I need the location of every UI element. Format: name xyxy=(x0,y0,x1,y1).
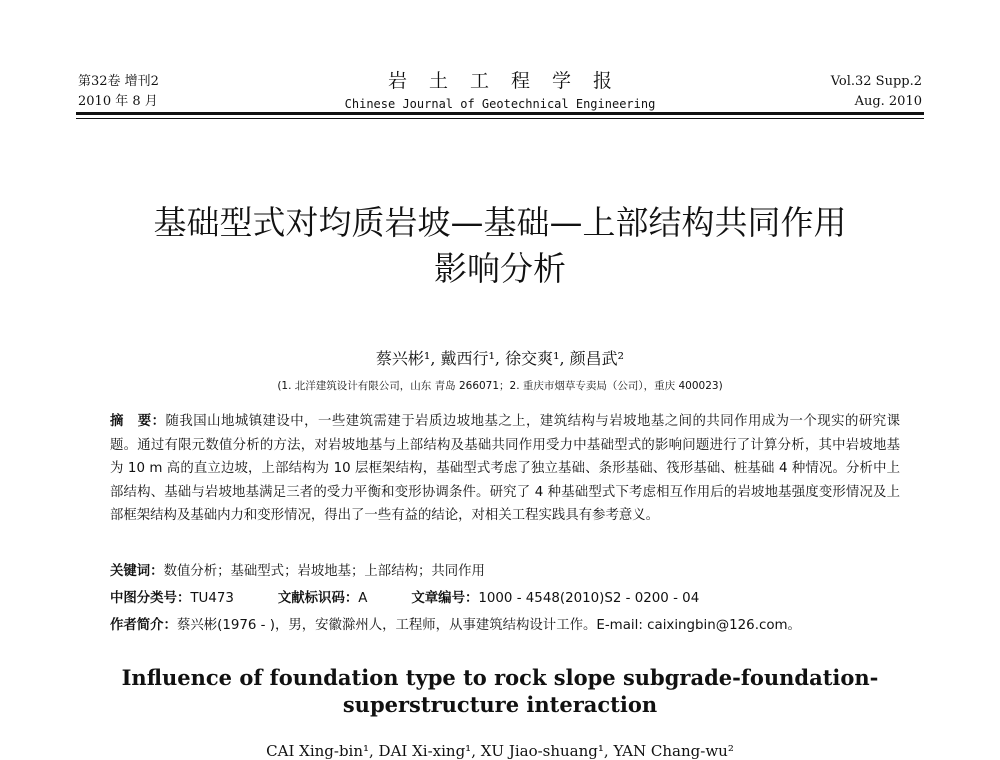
date-en: Aug. 2010 xyxy=(854,94,922,109)
paper-title-cn xyxy=(80,200,920,292)
abstract-text: 随我国山地城镇建设中，一些建筑需建于岩质边坡地基之上，建筑结构与岩坡地基之间的共同作用成为一个现实的研究课题。通过有限元数值分析的方法，对岩坡地基与上部结构及基础共同作用受力中基础型式的影响问题进行了计算分析，其中岩坡地基为 10 m 高的直立边坡，上部结构为 10 层框架结构，基础型式考虑了独立基础、条形基础、筏形基础、桩基础 4 种情况。分析中上部结构、基础与岩坡地基满足三者的受力平衡和变形协调条件。研究了 4 种基础型式下考虑相互作用后的岩坡地基强度变形情况及上部框架结构及基础内力和变形情况，得出了一些有益的结论，对相关工程实践具有参考意义。 xyxy=(110,414,901,523)
author-bio xyxy=(110,614,910,633)
paper-title-cn-line2: 影响分析 xyxy=(434,249,566,288)
header-right xyxy=(831,72,922,112)
doc-code-label: 文献标识码： xyxy=(277,591,359,606)
authors-cn: 蔡兴彬¹, 戴西行¹, 徐交爽¹, 颜昌武² xyxy=(375,349,625,368)
keywords-text: 数值分析；基础型式；岩坡地基；上部结构；共同作用 xyxy=(163,564,485,579)
header-center xyxy=(300,66,700,111)
article-number-label: 文章编号： xyxy=(411,591,479,606)
abstract xyxy=(110,410,900,528)
journal-title-cn: 岩土工程学报 xyxy=(387,70,634,92)
keywords xyxy=(110,560,900,579)
header-left xyxy=(78,72,159,112)
keywords-label: 关键词： xyxy=(110,564,164,579)
journal-title-en: Chinese Journal of Geotechnical Engineering xyxy=(344,97,656,111)
paper-title-cn-line1: 基础型式对均质岩坡—基础—上部结构共同作用 xyxy=(153,203,847,242)
abstract-label: 摘 要： xyxy=(110,414,166,429)
classification-line xyxy=(110,587,900,606)
authors-en: CAI Xing-bin¹, DAI Xi-xing¹, XU Jiao-shuang¹, YAN Chang-wu² xyxy=(266,742,734,760)
bio-label: 作者简介： xyxy=(110,618,177,633)
bio-text: 蔡兴彬(1976 - )，男，安徽滁州人，工程师，从事建筑结构设计工作。E-mail: caixingbin@126.com。 xyxy=(176,618,801,633)
paper-title-en: Influence of foundation type to rock slope subgrade-foundation-superstructure interaction xyxy=(121,665,879,717)
volume-cn: 第32卷 增刊2 xyxy=(78,74,159,89)
header-rule-thin xyxy=(76,118,924,119)
clc-label: 中图分类号： xyxy=(110,591,191,606)
affiliation-cn: (1. 北洋建筑设计有限公司，山东 青岛 266071；2. 重庆市烟草专卖局（公司），重庆 400023) xyxy=(277,380,723,392)
article-number-value: 1000 - 4548(2010)S2 - 0200 - 04 xyxy=(478,591,700,606)
volume-en: Vol.32 Supp.2 xyxy=(830,74,922,89)
header-rule-thick xyxy=(76,112,924,115)
doc-code-value: A xyxy=(358,591,368,606)
date-cn: 2010 年 8 月 xyxy=(78,94,158,109)
clc-value: TU473 xyxy=(190,591,234,606)
